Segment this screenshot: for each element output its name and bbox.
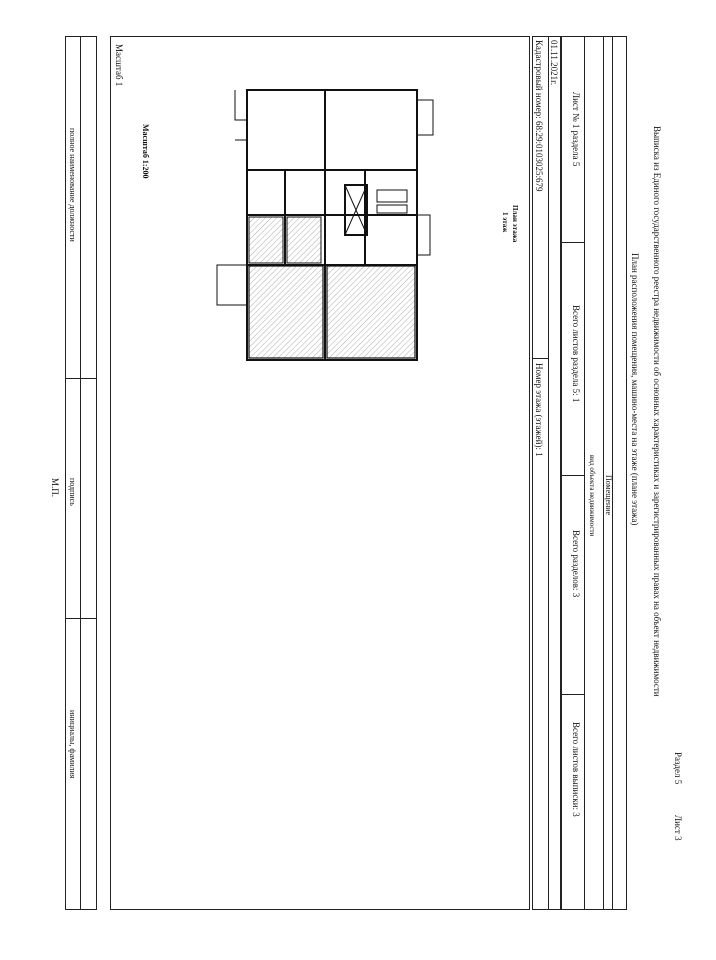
object-type-value: Помещение — [604, 475, 613, 516]
cell-divider — [65, 378, 97, 379]
list-label: Лист 3 — [673, 815, 683, 841]
hatched-room — [249, 266, 323, 358]
cadastral-number: Кадастровый номер: 68:29:0103025:679 — [534, 40, 544, 192]
floor-plan-drawing — [205, 80, 435, 365]
cell-divider — [65, 618, 97, 619]
row-divider — [603, 36, 604, 910]
floor-number: Номер этажа (этажей): 1 — [534, 363, 544, 457]
sheet-number: Лист № 1 раздела 5 — [571, 92, 581, 167]
plan-subtitle-header: План расположения помещения, машино-места на этаже (плане этажа) — [630, 253, 640, 526]
signature-initials-caption: инициалы, фамилия — [68, 710, 77, 779]
date-value: 01.11.2021г. — [549, 40, 559, 86]
sheets-total: Всего листов выписки: 3 — [571, 722, 581, 817]
hatched-room — [327, 266, 415, 358]
sections-total: Всего разделов: 3 — [571, 530, 581, 598]
inner-scale-label: Масштаб 1:200 — [141, 124, 150, 179]
hatched-room — [249, 217, 283, 263]
hatched-room — [287, 217, 321, 263]
cell-divider — [561, 475, 585, 476]
object-type-caption: вид объекта недвижимости — [588, 455, 596, 537]
signature-position-caption: полное наименование должности — [68, 128, 77, 242]
cell-divider — [561, 242, 585, 243]
plan-floor-label: 1 этаж — [501, 212, 509, 233]
signature-sign-caption: подпись — [68, 478, 77, 506]
document-title: Выписка из Единого государственного реестра недвижимости об основных характеристиках и зарегистрированных правах на объект недвижимости — [652, 126, 662, 697]
cell-divider — [532, 358, 548, 359]
row-divider — [612, 36, 613, 910]
sheets-in-section: Всего листов раздела 5: 1 — [571, 305, 581, 403]
scale-label: Масштаб 1 — [114, 44, 124, 87]
stamp-mark: М.П. — [50, 478, 60, 498]
row-divider — [584, 36, 585, 910]
cell-divider — [561, 694, 585, 695]
plan-title: План этажа — [511, 205, 519, 243]
row-divider — [80, 36, 81, 910]
razdel-label: Раздел 5 — [673, 752, 683, 785]
